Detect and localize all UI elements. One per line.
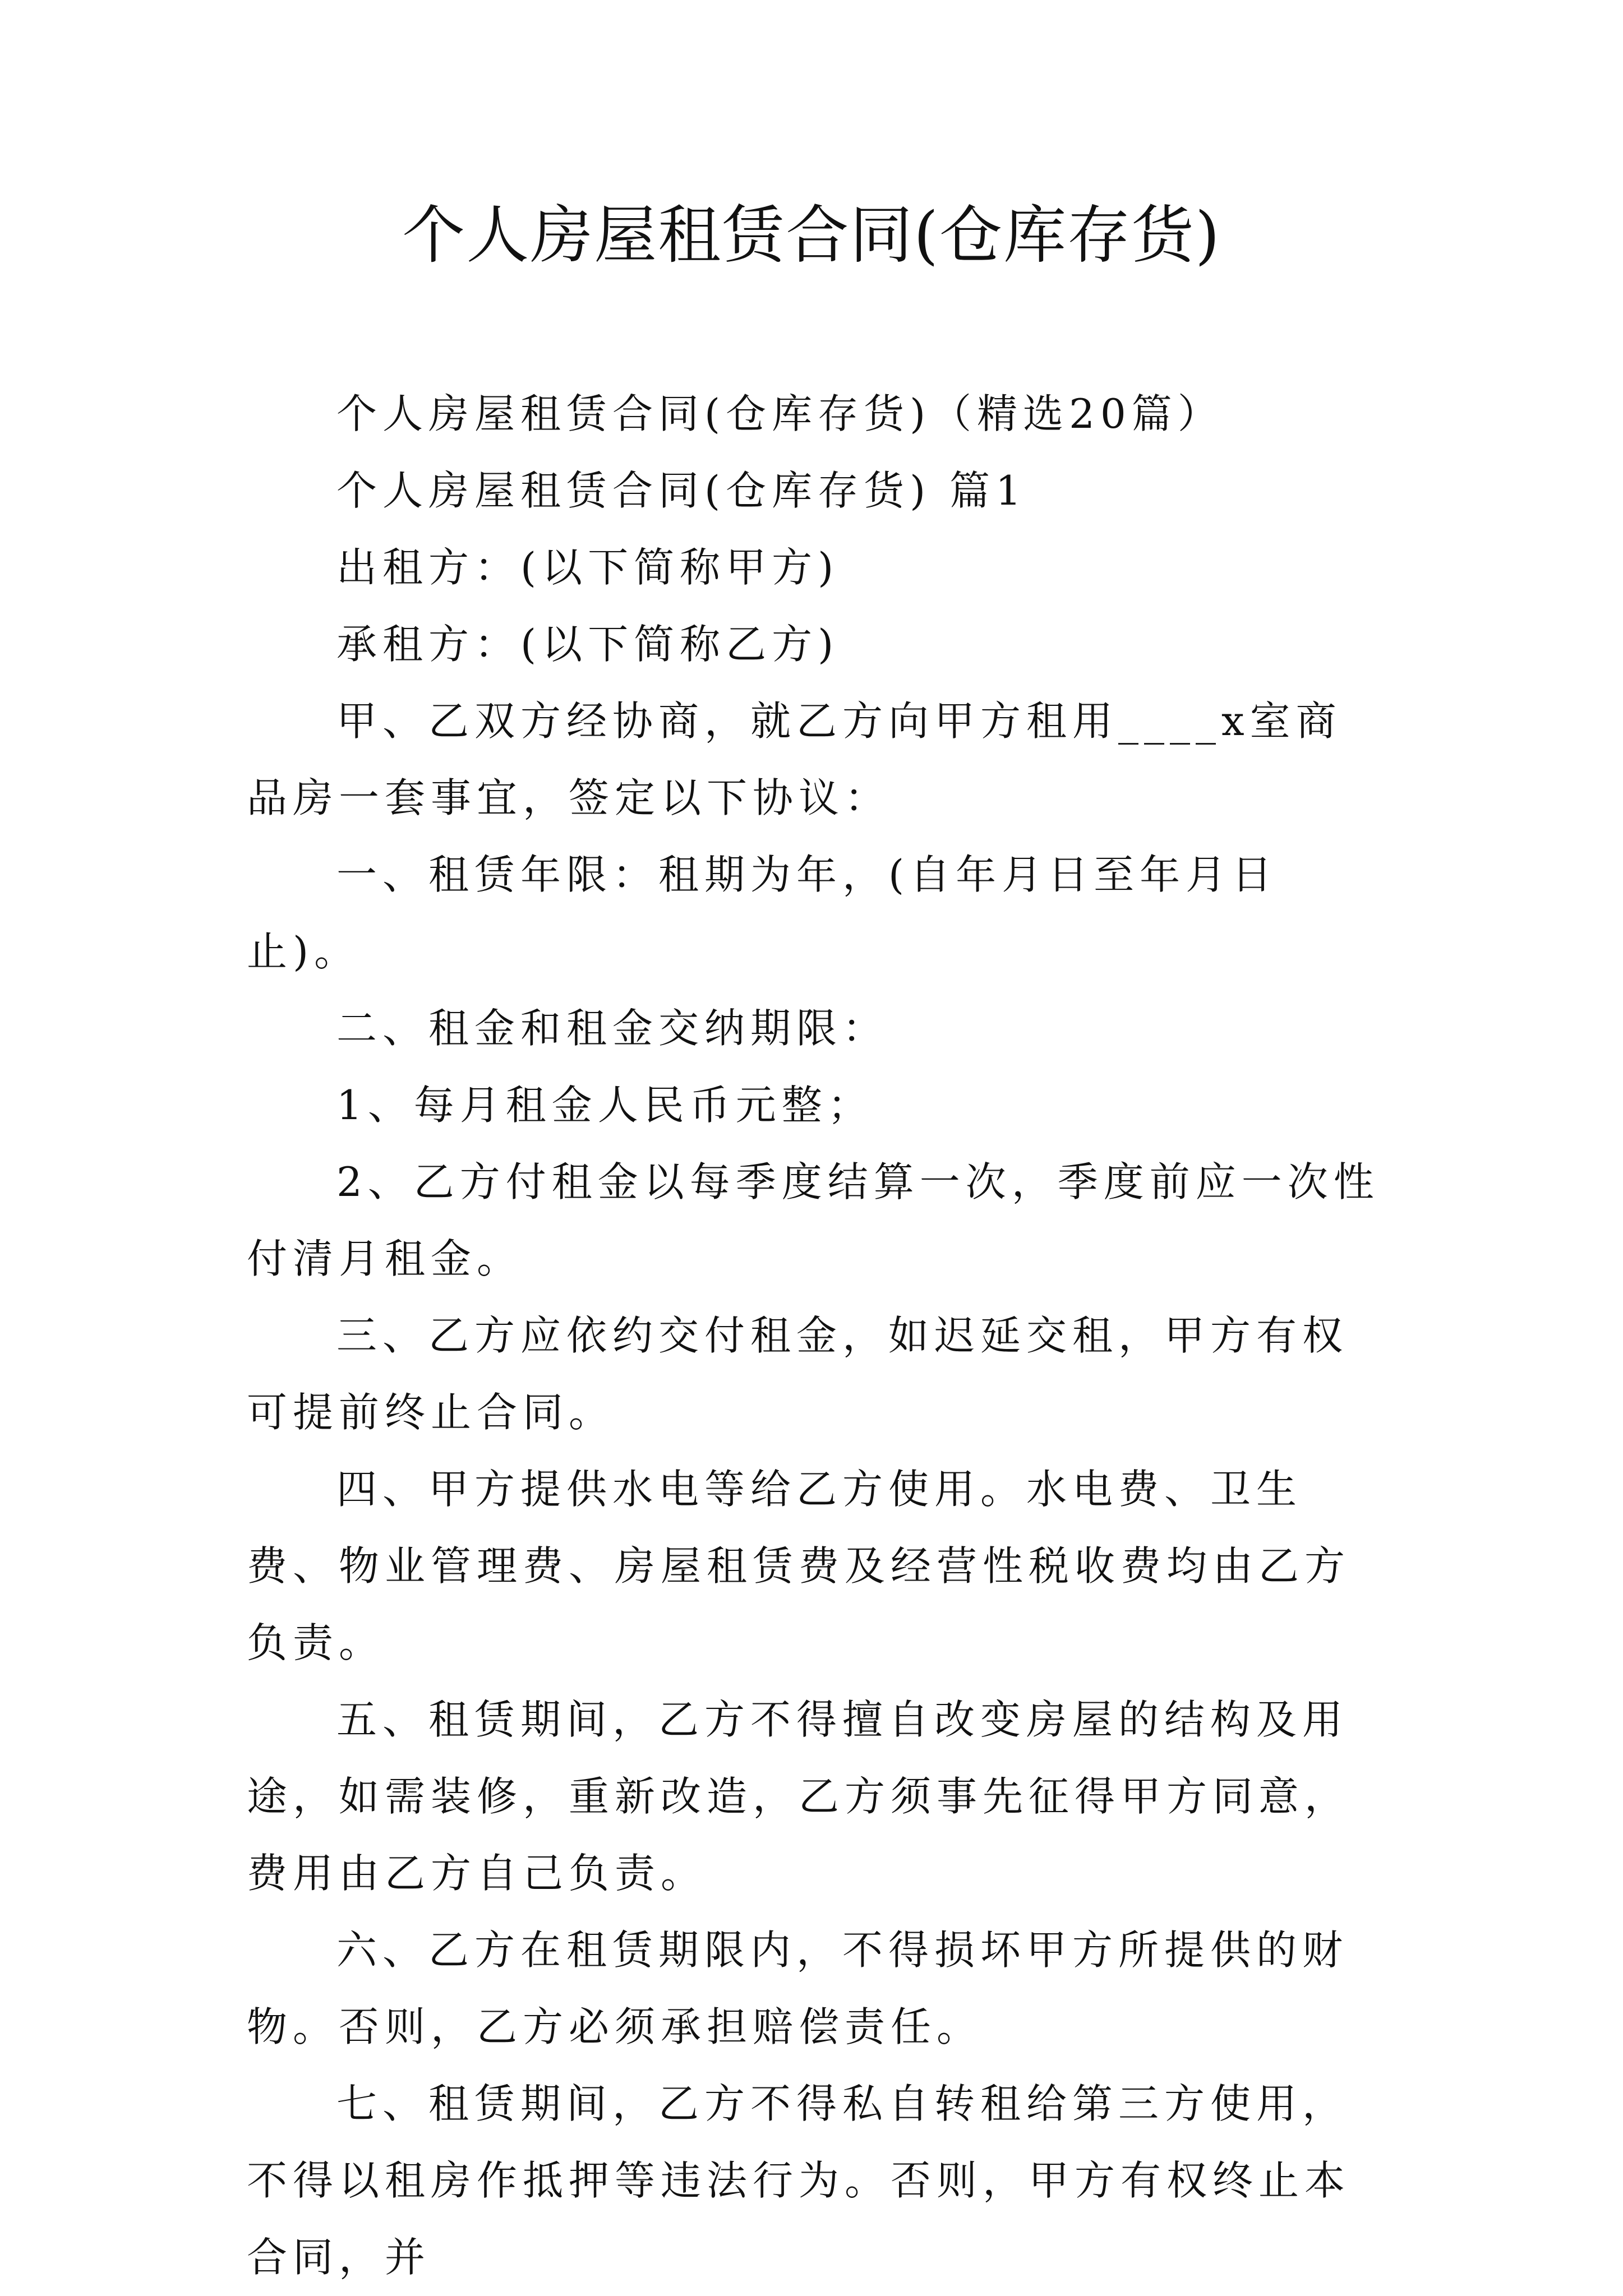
paragraph-clause-2-item-2: 2、乙方付租金以每季度结算一次，季度前应一次性付清月租金。 [247, 1158, 1380, 1282]
paragraph-clause-2-item-1: 1、每月租金人民币元整； [336, 1082, 874, 1129]
paragraph-clause-5: 五、租赁期间，乙方不得擅自改变房屋的结构及用途，如需装修，重新改造，乙方须事先征得甲方同意，费用由乙方自己负责。 [247, 1696, 1351, 1897]
paragraph-lessor: 出租方：(以下简称甲方) [336, 544, 840, 591]
paragraph-lessee: 承租方：(以下简称乙方) [336, 621, 840, 668]
paragraph-preamble: 甲、乙双方经协商，就乙方向甲方租用____x室商品房一套事宜，签定以下协议： [247, 697, 1342, 821]
paragraph-clause-4: 四、甲方提供水电等给乙方使用。水电费、卫生费、物业管理费、房屋租赁费及经营性税收费均由乙方负责。 [247, 1466, 1351, 1666]
paragraph-clause-1: 一、租赁年限：租期为年，(自年月日至年月日止)。 [247, 851, 1278, 975]
paragraph-subtitle: 个人房屋租赁合同(仓库存货)（精选20篇） [336, 390, 1224, 437]
paragraph-clause-2: 二、租金和租金交纳期限： [336, 1005, 889, 1052]
document-title: 个人房屋租赁合同(仓库存货) [402, 199, 1221, 272]
paragraph-clause-7: 七、租赁期间，乙方不得私自转租给第三方使用，不得以租房作抵押等违法行为。否则，甲方有权终止本合同，并 [247, 2080, 1351, 2281]
document-body [247, 376, 1380, 2296]
paragraph-clause-6: 六、乙方在租赁期限内，不得损坏甲方所提供的财物。否则，乙方必须承担赔偿责任。 [247, 1927, 1349, 2050]
paragraph-clause-3: 三、乙方应依约交付租金，如迟延交租，甲方有权可提前终止合同。 [247, 1312, 1349, 1436]
paragraph-chapter-heading: 个人房屋租赁合同(仓库存货) 篇1 [336, 467, 1027, 514]
